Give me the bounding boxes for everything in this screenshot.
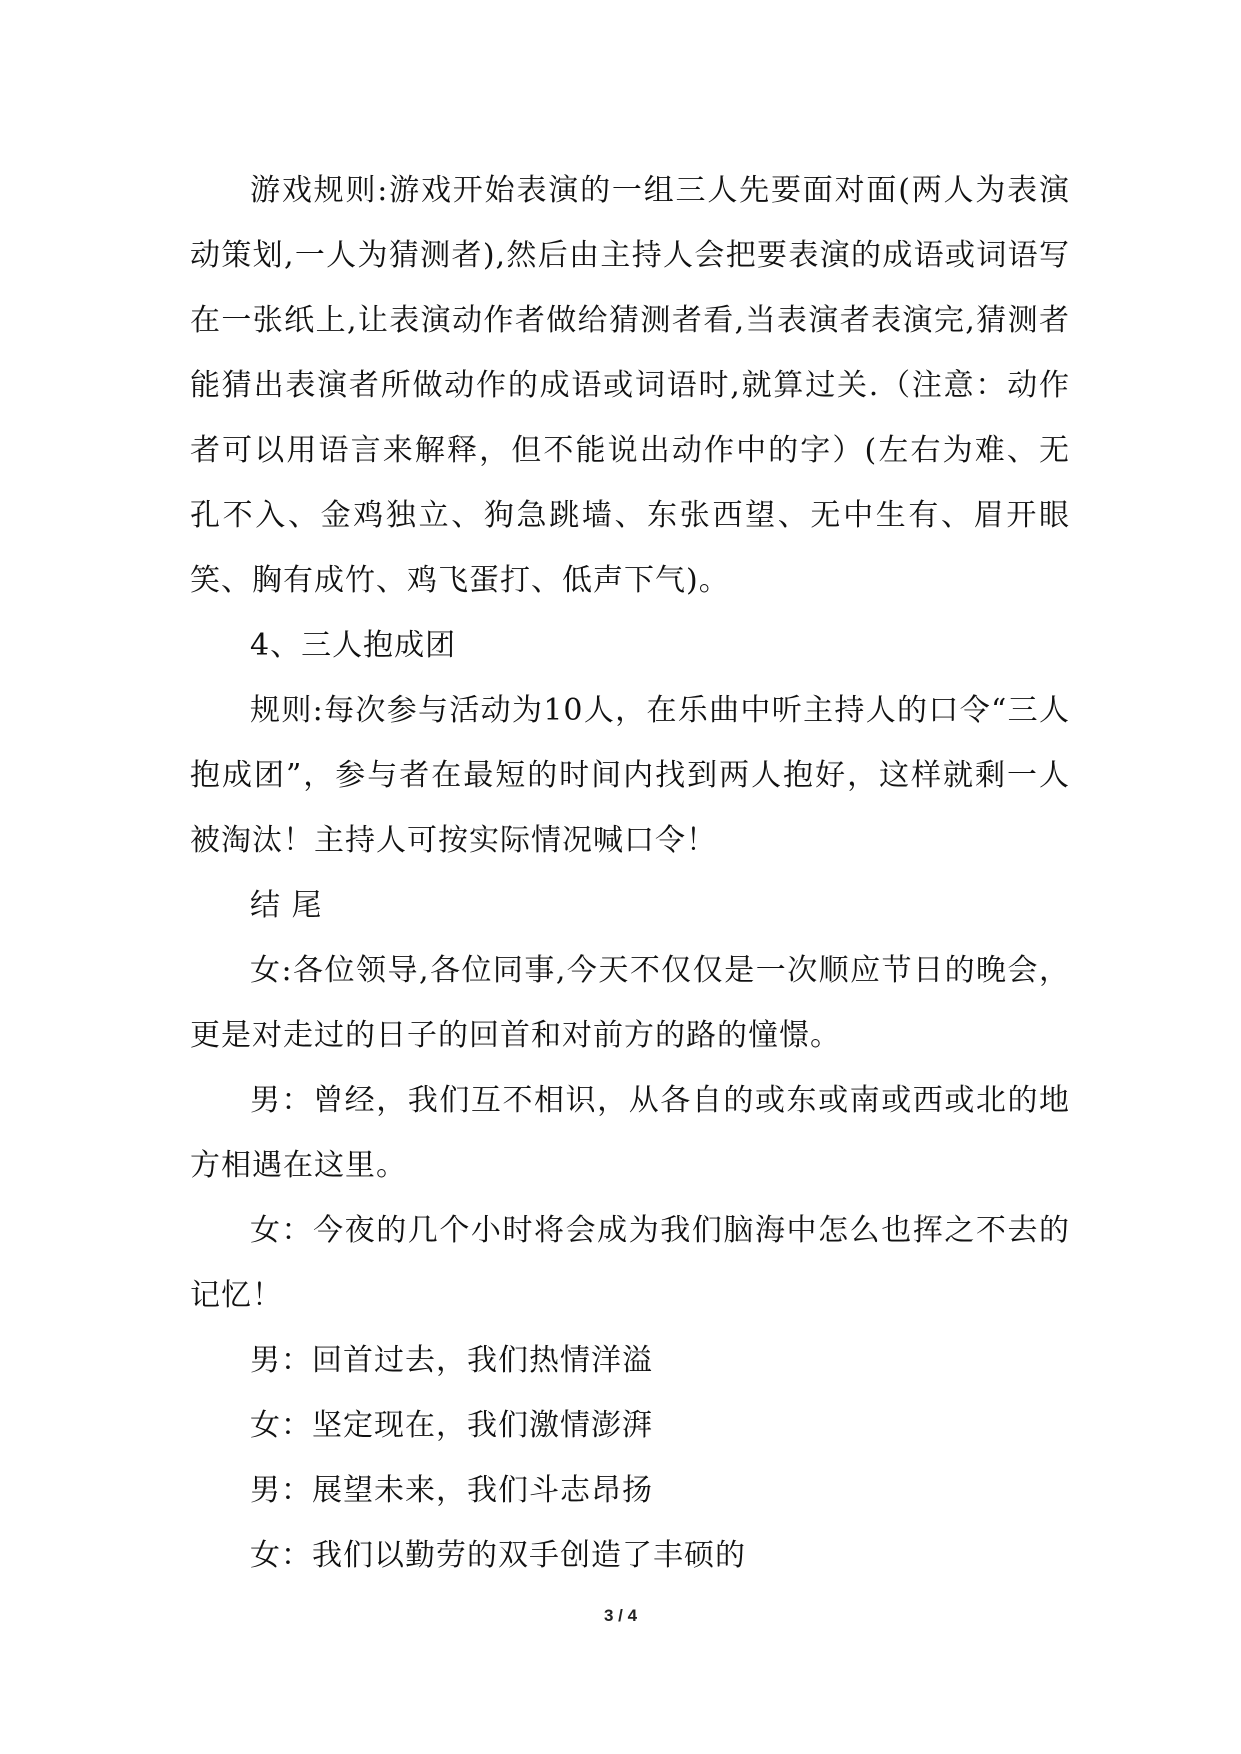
section-heading-ending: 结 尾	[250, 888, 323, 923]
section-heading-three-hug: 4、三人抱成团	[250, 628, 457, 663]
paragraph-game-rules: 游戏规则:游戏开始表演的一组三人先要面对面(两人为表演动策划,一人为猜测者),然后由主持人会把要表演的成语或词语写在一张纸上,让表演动作者做给猜测者看,当表演者表演完,猜测者能猜出表演者所做动作的成语或词语时,就算过关.（注意：动作者可以用语言来解释，但不能说出动作中的字）(左右为难、无孔不入、金鸡独立、狗急跳墙、东张西望、无中生有、眉开眼笑、胸有成竹、鸡飞蛋打、低声下气)。	[190, 173, 1070, 598]
paragraph-female-line-2: 女：今夜的几个小时将会成为我们脑海中怎么也挥之不去的记忆！	[190, 1213, 1070, 1313]
paragraph-female-line-4: 女：我们以勤劳的双手创造了丰硕的	[250, 1538, 746, 1573]
paragraph-female-line-1: 女:各位领导,各位同事,今天不仅仅是一次顺应节日的晚会，更是对走过的日子的回首和对前方的路的憧憬。	[190, 953, 1070, 1053]
paragraph-three-hug-rules: 规则:每次参与活动为10人，在乐曲中听主持人的口令“三人抱成团”，参与者在最短的时间内找到两人抱好，这样就剩一人被淘汰！主持人可按实际情况喊口令！	[190, 693, 1070, 858]
page-number: 3 / 4	[603, 1606, 638, 1625]
paragraph-male-line-3: 男：展望未来，我们斗志昂扬	[250, 1473, 653, 1508]
paragraph-female-line-3: 女：坚定现在，我们激情澎湃	[250, 1408, 653, 1443]
paragraph-male-line-2: 男：回首过去，我们热情洋溢	[250, 1343, 653, 1378]
paragraph-male-line-1: 男：曾经，我们互不相识，从各自的或东或南或西或北的地方相遇在这里。	[190, 1083, 1070, 1183]
document-body	[190, 158, 1070, 1588]
